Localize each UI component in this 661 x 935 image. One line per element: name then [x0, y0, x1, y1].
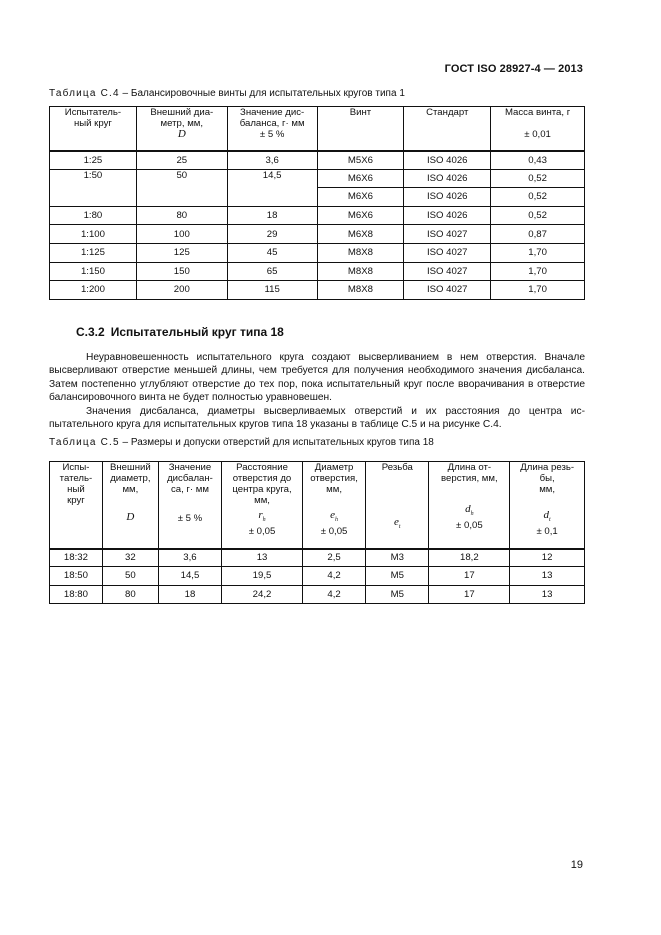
- document-id: ГОСТ ISO 28927-4 — 2013: [444, 63, 583, 75]
- t5-header-unbalance-line: Значение: [168, 462, 212, 473]
- table-cell: 1,70: [491, 243, 585, 262]
- table-c4: [49, 106, 585, 300]
- t5-header-hole-distance-line: центра круга,: [232, 484, 292, 495]
- t5-header-outer-diameter-line: диаметр,: [110, 473, 151, 484]
- table-c4-caption: [49, 88, 405, 99]
- t5-header-hole-distance-line: отверстия до: [232, 473, 292, 484]
- table-cell: ISO 4026: [404, 206, 491, 225]
- t4-header-screw-mass-label: Масса винта, г: [504, 107, 571, 118]
- t4-header-outer-diameter-line: метр, мм,: [160, 118, 204, 129]
- t4-header-screw-mass-tolerance: ± 0,01: [524, 129, 551, 140]
- table-c5-caption: [49, 437, 434, 448]
- t5-header-thread-length-line: мм,: [539, 484, 556, 495]
- table-cell: [227, 188, 317, 207]
- table-cell: ISO 4027: [404, 262, 491, 281]
- table-cell: 0,52: [491, 206, 585, 225]
- table-cell: 45: [227, 243, 317, 262]
- table-row: [50, 188, 585, 207]
- table-cell: 1:150: [50, 262, 137, 281]
- table-cell: M5X6: [317, 151, 404, 170]
- table-row: [50, 225, 585, 244]
- t5-header-hole-distance-symbol: $r_h$: [258, 509, 266, 524]
- table-cell: 32: [102, 549, 158, 567]
- table-cell: 50: [102, 567, 158, 585]
- t5-header-outer-diameter-symbol: D: [126, 511, 135, 523]
- t5-header-hole-diameter-tolerance: ± 0,05: [320, 526, 348, 538]
- table-cell: M8X8: [317, 243, 404, 262]
- table-cell: 13: [222, 549, 303, 567]
- t5-header-thread: [366, 462, 429, 549]
- table-cell: M3: [366, 549, 429, 567]
- table-cell: M5: [366, 585, 429, 603]
- t4-header-test-wheel-line: ный круг: [73, 118, 112, 129]
- table-c4-caption-text: Балансировочные винты для испытательных кругов типа 1: [130, 88, 405, 99]
- t4-header-outer-diameter: [136, 107, 227, 151]
- table-cell: ISO 4027: [404, 243, 491, 262]
- table-cell: 50: [136, 169, 227, 188]
- t5-header-hole-distance: [222, 462, 303, 549]
- table-cell: 80: [136, 206, 227, 225]
- table-row: [50, 585, 585, 603]
- table-row: [50, 281, 585, 300]
- t5-header-hole-distance-tolerance: ± 0,05: [248, 526, 276, 538]
- table-cell: 24,2: [222, 585, 303, 603]
- t4-header-screw-label: Винт: [349, 107, 372, 118]
- table-cell: 12: [510, 549, 585, 567]
- t5-header-hole-distance-line: мм,: [254, 495, 270, 506]
- t5-header-hole-diameter-line: отверстия,: [310, 473, 358, 484]
- t5-header-test-wheel-line: Испы-: [62, 462, 90, 473]
- table-row: [50, 549, 585, 567]
- table-cell: [50, 188, 137, 207]
- table-cell: ISO 4026: [404, 188, 491, 207]
- table-cell: ISO 4027: [404, 281, 491, 300]
- t5-header-hole-length-line: Длина от-: [447, 462, 492, 473]
- t5-header-unbalance: [158, 462, 221, 549]
- table-cell: M6X6: [317, 206, 404, 225]
- table-cell: 150: [136, 262, 227, 281]
- t4-header-unbalance-tolerance: ± 5 %: [259, 129, 285, 140]
- t5-header-test-wheel-line: круг: [67, 495, 85, 506]
- table-cell: 2,5: [302, 549, 365, 567]
- t4-header-screw-mass: [491, 107, 585, 151]
- t5-header-unbalance-line: са, г· мм: [170, 484, 209, 495]
- t5-header-hole-diameter-line: Диаметр: [314, 462, 354, 473]
- table-cell: ISO 4026: [404, 151, 491, 170]
- t5-header-thread-length-symbol: $d_t$: [543, 509, 551, 524]
- table-c4-caption-dash: –: [119, 88, 131, 99]
- table-row: [50, 151, 585, 170]
- table-cell: 13: [510, 567, 585, 585]
- table-c4-caption-prefix: Таблица С.4: [49, 88, 120, 99]
- table-cell: 200: [136, 281, 227, 300]
- table-cell: 25: [136, 151, 227, 170]
- table-cell: 1:25: [50, 151, 137, 170]
- table-cell: 0,52: [491, 169, 585, 188]
- table-cell: 3,6: [227, 151, 317, 170]
- t5-header-thread-length-tolerance: ± 0,1: [536, 526, 558, 538]
- t4-header-standard: [404, 107, 491, 151]
- t5-header-hole-diameter-symbol: $e_h$: [330, 509, 339, 524]
- t5-header-hole-length-symbol: $d_h$: [465, 503, 474, 518]
- table-row: [50, 243, 585, 262]
- t5-header-thread-symbol: $e_t$: [394, 516, 401, 531]
- table-cell: ISO 4027: [404, 225, 491, 244]
- table-cell: M6X6: [317, 188, 404, 207]
- t5-header-unbalance-tolerance: ± 5 %: [177, 513, 203, 524]
- table-cell: 80: [102, 585, 158, 603]
- table-cell: 13: [510, 585, 585, 603]
- table-c5-caption-prefix: Таблица С.5: [49, 437, 120, 448]
- table-cell: ISO 4026: [404, 169, 491, 188]
- table-row: [50, 206, 585, 225]
- t5-header-outer-diameter: [102, 462, 158, 549]
- table-cell: [136, 188, 227, 207]
- t4-header-test-wheel-line: Испытатель-: [64, 107, 122, 118]
- t5-header-hole-diameter-line: мм,: [326, 484, 342, 495]
- table-cell: 115: [227, 281, 317, 300]
- table-cell: 19,5: [222, 567, 303, 585]
- t5-header-hole-distance-line: Расстояние: [236, 462, 288, 473]
- table-cell: M5: [366, 567, 429, 585]
- table-cell: 18: [227, 206, 317, 225]
- table-cell: 0,52: [491, 188, 585, 207]
- table-cell: 4,2: [302, 567, 365, 585]
- t4-header-unbalance-line: баланса, г· мм: [239, 118, 305, 129]
- t5-header-test-wheel-line: ный: [67, 484, 85, 495]
- t5-header-unbalance-line: дисбалан-: [167, 473, 213, 484]
- t5-header-hole-length: [429, 462, 510, 549]
- t4-header-unbalance-line: Значение дис-: [240, 107, 305, 118]
- table-row: [50, 567, 585, 585]
- table-cell: 1,70: [491, 262, 585, 281]
- table-cell: 65: [227, 262, 317, 281]
- t4-header-screw: [317, 107, 404, 151]
- table-cell: M6X8: [317, 225, 404, 244]
- table-cell: 1:125: [50, 243, 137, 262]
- section-paragraph-2: Значения дисбаланса, диаметры высверливаемых отверстий и их расстояния до центра испытательного круга для испытательных кругов типа 18 указаны в таблице С.5 и на рисунке С.4.: [49, 406, 585, 431]
- table-row: [50, 169, 585, 188]
- table-cell: 1,70: [491, 281, 585, 300]
- table-cell: 18:50: [50, 567, 103, 585]
- table-cell: 0,43: [491, 151, 585, 170]
- section-paragraph-1: Неуравновешенность испытательного круга создают высверливанием в нем отверстия. Вначале высверливают отверстие меньшей длины, чем требуется для получения необходимого значения дисбаланса. Затем постепенно углубляют отверстие до тех пор, пока испытательный круг после вворачивания в отверстие балансировочного винта не будет полностью уравновешен.: [49, 352, 585, 404]
- table-row: [50, 262, 585, 281]
- t5-header-thread-length-line: Длина резь-: [520, 462, 575, 473]
- t4-header-outer-diameter-symbol: D: [177, 128, 186, 140]
- table-cell: 1:50: [50, 169, 137, 188]
- t5-header-test-wheel-line: татель-: [59, 473, 93, 484]
- table-cell: 0,87: [491, 225, 585, 244]
- page-number: 19: [570, 859, 583, 871]
- t5-header-thread-length-line: бы,: [539, 473, 555, 484]
- t5-header-hole-length-line: верстия, мм,: [441, 473, 498, 484]
- table-cell: 125: [136, 243, 227, 262]
- table-c5-caption-dash: –: [119, 437, 131, 448]
- t5-header-thread-label: Резьба: [381, 462, 413, 473]
- t5-header-outer-diameter-line: мм,: [122, 484, 139, 495]
- table-cell: 100: [136, 225, 227, 244]
- table-cell: 17: [429, 567, 510, 585]
- table-cell: 17: [429, 585, 510, 603]
- table-cell: 1:80: [50, 206, 137, 225]
- section-heading: [76, 325, 284, 339]
- table-cell: 14,5: [158, 567, 221, 585]
- section-number: С.3.2: [76, 325, 105, 339]
- t5-header-test-wheel: [50, 462, 103, 549]
- t5-header-hole-length-tolerance: ± 0,05: [456, 520, 483, 532]
- table-cell: 29: [227, 225, 317, 244]
- t4-header-outer-diameter-line: Внешний диа-: [150, 107, 214, 118]
- table-cell: 1:100: [50, 225, 137, 244]
- t4-header-test-wheel: [50, 107, 137, 151]
- table-cell: 18: [158, 585, 221, 603]
- table-cell: 3,6: [158, 549, 221, 567]
- table-cell: 18:32: [50, 549, 103, 567]
- table-c5-caption-text: Размеры и допуски отверстий для испытательных кругов типа 18: [130, 437, 434, 448]
- section-title: Испытательный круг типа 18: [110, 325, 284, 339]
- t4-header-unbalance: [227, 107, 317, 151]
- table-cell: 14,5: [227, 169, 317, 188]
- t4-header-standard-label: Стандарт: [426, 107, 469, 118]
- t5-header-thread-length: [510, 462, 585, 549]
- table-cell: 18:80: [50, 585, 103, 603]
- table-c5: [49, 461, 585, 604]
- table-cell: 1:200: [50, 281, 137, 300]
- table-cell: 4,2: [302, 585, 365, 603]
- t5-header-outer-diameter-line: Внешний: [109, 462, 151, 473]
- t5-header-hole-diameter: [302, 462, 365, 549]
- table-cell: 18,2: [429, 549, 510, 567]
- table-cell: M8X8: [317, 281, 404, 300]
- table-cell: M6X6: [317, 169, 404, 188]
- table-cell: M8X8: [317, 262, 404, 281]
